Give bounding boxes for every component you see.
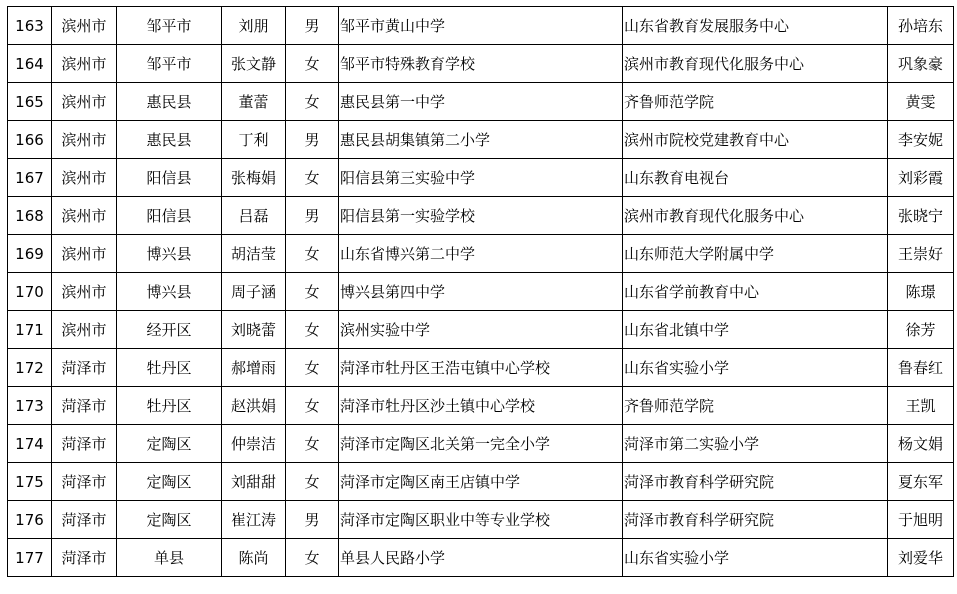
cell-mentor: 李安妮 bbox=[888, 121, 954, 159]
cell-gender: 女 bbox=[286, 159, 339, 197]
cell-school: 阳信县第三实验中学 bbox=[339, 159, 623, 197]
table-row bbox=[8, 387, 954, 425]
cell-number: 175 bbox=[8, 463, 52, 501]
cell-number: 166 bbox=[8, 121, 52, 159]
cell-school: 菏泽市牡丹区王浩屯镇中心学校 bbox=[339, 349, 623, 387]
cell-mentor: 王崇好 bbox=[888, 235, 954, 273]
cell-mentor: 杨文娟 bbox=[888, 425, 954, 463]
cell-name: 仲崇洁 bbox=[222, 425, 286, 463]
cell-county: 博兴县 bbox=[117, 235, 222, 273]
table-row bbox=[8, 311, 954, 349]
cell-number: 168 bbox=[8, 197, 52, 235]
roster-table bbox=[7, 6, 954, 577]
cell-county: 定陶区 bbox=[117, 501, 222, 539]
cell-school: 菏泽市定陶区职业中等专业学校 bbox=[339, 501, 623, 539]
cell-county: 阳信县 bbox=[117, 159, 222, 197]
cell-county: 阳信县 bbox=[117, 197, 222, 235]
cell-school: 滨州实验中学 bbox=[339, 311, 623, 349]
cell-host-unit: 滨州市教育现代化服务中心 bbox=[623, 197, 888, 235]
cell-host-unit: 滨州市院校党建教育中心 bbox=[623, 121, 888, 159]
cell-mentor: 鲁春红 bbox=[888, 349, 954, 387]
cell-host-unit: 山东教育电视台 bbox=[623, 159, 888, 197]
cell-school: 山东省博兴第二中学 bbox=[339, 235, 623, 273]
cell-host-unit: 山东省实验小学 bbox=[623, 349, 888, 387]
cell-county: 牡丹区 bbox=[117, 349, 222, 387]
cell-school: 惠民县胡集镇第二小学 bbox=[339, 121, 623, 159]
cell-host-unit: 山东省实验小学 bbox=[623, 539, 888, 577]
cell-city: 菏泽市 bbox=[52, 501, 117, 539]
cell-school: 博兴县第四中学 bbox=[339, 273, 623, 311]
table-row bbox=[8, 159, 954, 197]
cell-city: 滨州市 bbox=[52, 121, 117, 159]
cell-name: 张梅娟 bbox=[222, 159, 286, 197]
cell-mentor: 张晓宁 bbox=[888, 197, 954, 235]
cell-gender: 男 bbox=[286, 197, 339, 235]
cell-mentor: 刘爱华 bbox=[888, 539, 954, 577]
cell-gender: 女 bbox=[286, 45, 339, 83]
cell-city: 滨州市 bbox=[52, 45, 117, 83]
cell-city: 滨州市 bbox=[52, 273, 117, 311]
cell-host-unit: 滨州市教育现代化服务中心 bbox=[623, 45, 888, 83]
table-row bbox=[8, 7, 954, 45]
table-row bbox=[8, 425, 954, 463]
cell-gender: 男 bbox=[286, 501, 339, 539]
cell-county: 邹平市 bbox=[117, 45, 222, 83]
cell-gender: 男 bbox=[286, 7, 339, 45]
cell-gender: 女 bbox=[286, 273, 339, 311]
cell-host-unit: 菏泽市教育科学研究院 bbox=[623, 501, 888, 539]
cell-number: 172 bbox=[8, 349, 52, 387]
cell-school: 菏泽市牡丹区沙土镇中心学校 bbox=[339, 387, 623, 425]
cell-city: 菏泽市 bbox=[52, 349, 117, 387]
cell-gender: 女 bbox=[286, 425, 339, 463]
cell-name: 赵洪娟 bbox=[222, 387, 286, 425]
table-row bbox=[8, 463, 954, 501]
cell-gender: 男 bbox=[286, 121, 339, 159]
cell-county: 惠民县 bbox=[117, 121, 222, 159]
cell-number: 173 bbox=[8, 387, 52, 425]
cell-number: 167 bbox=[8, 159, 52, 197]
cell-county: 牡丹区 bbox=[117, 387, 222, 425]
cell-name: 丁利 bbox=[222, 121, 286, 159]
cell-host-unit: 齐鲁师范学院 bbox=[623, 83, 888, 121]
cell-host-unit: 山东省教育发展服务中心 bbox=[623, 7, 888, 45]
cell-city: 滨州市 bbox=[52, 7, 117, 45]
cell-number: 174 bbox=[8, 425, 52, 463]
cell-number: 170 bbox=[8, 273, 52, 311]
cell-school: 邹平市特殊教育学校 bbox=[339, 45, 623, 83]
cell-county: 惠民县 bbox=[117, 83, 222, 121]
cell-city: 菏泽市 bbox=[52, 425, 117, 463]
cell-number: 169 bbox=[8, 235, 52, 273]
cell-name: 董蕾 bbox=[222, 83, 286, 121]
table-row bbox=[8, 197, 954, 235]
cell-city: 菏泽市 bbox=[52, 387, 117, 425]
cell-school: 菏泽市定陶区南王店镇中学 bbox=[339, 463, 623, 501]
cell-city: 滨州市 bbox=[52, 235, 117, 273]
cell-gender: 女 bbox=[286, 387, 339, 425]
roster-body bbox=[8, 7, 954, 577]
cell-county: 定陶区 bbox=[117, 463, 222, 501]
cell-school: 邹平市黄山中学 bbox=[339, 7, 623, 45]
cell-gender: 女 bbox=[286, 463, 339, 501]
cell-mentor: 夏东军 bbox=[888, 463, 954, 501]
cell-number: 171 bbox=[8, 311, 52, 349]
table-row bbox=[8, 273, 954, 311]
cell-county: 邹平市 bbox=[117, 7, 222, 45]
cell-number: 177 bbox=[8, 539, 52, 577]
cell-name: 刘甜甜 bbox=[222, 463, 286, 501]
cell-school: 阳信县第一实验学校 bbox=[339, 197, 623, 235]
cell-county: 单县 bbox=[117, 539, 222, 577]
cell-city: 滨州市 bbox=[52, 197, 117, 235]
cell-mentor: 陈璟 bbox=[888, 273, 954, 311]
table-row bbox=[8, 83, 954, 121]
cell-gender: 女 bbox=[286, 349, 339, 387]
table-row bbox=[8, 235, 954, 273]
cell-host-unit: 山东省北镇中学 bbox=[623, 311, 888, 349]
cell-name: 刘晓蕾 bbox=[222, 311, 286, 349]
cell-host-unit: 齐鲁师范学院 bbox=[623, 387, 888, 425]
cell-county: 博兴县 bbox=[117, 273, 222, 311]
cell-county: 定陶区 bbox=[117, 425, 222, 463]
cell-host-unit: 菏泽市第二实验小学 bbox=[623, 425, 888, 463]
cell-school: 惠民县第一中学 bbox=[339, 83, 623, 121]
cell-mentor: 徐芳 bbox=[888, 311, 954, 349]
cell-city: 滨州市 bbox=[52, 83, 117, 121]
cell-number: 176 bbox=[8, 501, 52, 539]
cell-mentor: 刘彩霞 bbox=[888, 159, 954, 197]
cell-number: 165 bbox=[8, 83, 52, 121]
cell-host-unit: 山东省学前教育中心 bbox=[623, 273, 888, 311]
cell-mentor: 王凯 bbox=[888, 387, 954, 425]
cell-city: 滨州市 bbox=[52, 311, 117, 349]
cell-county: 经开区 bbox=[117, 311, 222, 349]
table-row bbox=[8, 501, 954, 539]
cell-number: 164 bbox=[8, 45, 52, 83]
cell-name: 周子涵 bbox=[222, 273, 286, 311]
cell-gender: 女 bbox=[286, 311, 339, 349]
cell-name: 陈尚 bbox=[222, 539, 286, 577]
table-row bbox=[8, 349, 954, 387]
cell-city: 滨州市 bbox=[52, 159, 117, 197]
cell-mentor: 于旭明 bbox=[888, 501, 954, 539]
cell-name: 张文静 bbox=[222, 45, 286, 83]
cell-gender: 女 bbox=[286, 539, 339, 577]
cell-host-unit: 山东师范大学附属中学 bbox=[623, 235, 888, 273]
cell-mentor: 孙培东 bbox=[888, 7, 954, 45]
cell-city: 菏泽市 bbox=[52, 463, 117, 501]
cell-name: 刘朋 bbox=[222, 7, 286, 45]
cell-name: 郝增雨 bbox=[222, 349, 286, 387]
cell-name: 胡洁莹 bbox=[222, 235, 286, 273]
cell-number: 163 bbox=[8, 7, 52, 45]
cell-name: 吕磊 bbox=[222, 197, 286, 235]
cell-school: 菏泽市定陶区北关第一完全小学 bbox=[339, 425, 623, 463]
table-row bbox=[8, 539, 954, 577]
cell-gender: 女 bbox=[286, 235, 339, 273]
cell-name: 崔江涛 bbox=[222, 501, 286, 539]
cell-mentor: 黄雯 bbox=[888, 83, 954, 121]
table-row bbox=[8, 45, 954, 83]
cell-mentor: 巩象豪 bbox=[888, 45, 954, 83]
cell-gender: 女 bbox=[286, 83, 339, 121]
cell-school: 单县人民路小学 bbox=[339, 539, 623, 577]
table-row bbox=[8, 121, 954, 159]
cell-host-unit: 菏泽市教育科学研究院 bbox=[623, 463, 888, 501]
cell-city: 菏泽市 bbox=[52, 539, 117, 577]
